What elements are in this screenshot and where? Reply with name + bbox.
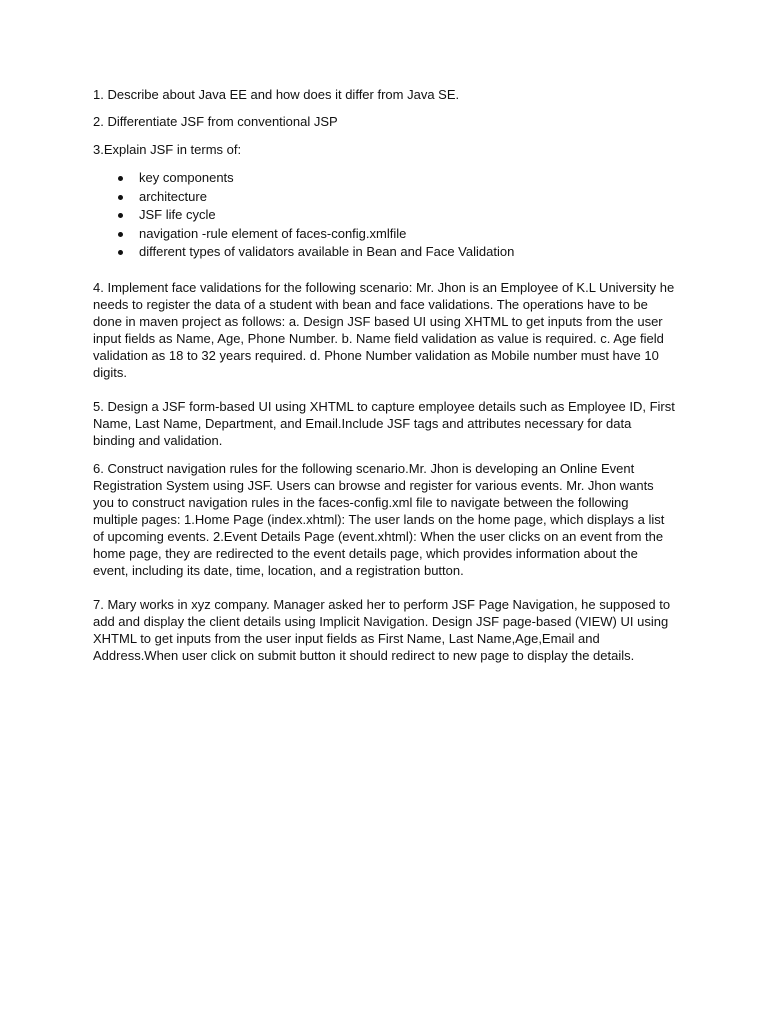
question-6: 6. Construct navigation rules for the following scenario.Mr. Jhon is developing an Online Event Registration System using JSF. Users can browse and register for various events. Mr. Jhon wants you to construct navigation rules in the faces-config.xml file to navigate between the following multiple pages: 1.Home Page (index.xhtml): The user lands on the home page, which displays a list of upcoming events. 2.Event Details Page (event.xhtml): When the user clicks on an event from the home page, they are redirected to the event details page, which provides information about the event, including its date, time, location, and a registration button. <box>93 460 665 578</box>
question-3: 3.Explain JSF in terms of: <box>93 142 242 157</box>
bullet-icon <box>118 232 123 237</box>
question-7: 7. Mary works in xyz company. Manager asked her to perform JSF Page Navigation, he supposed to add and display the client details using Implicit Navigation. Design JSF page-based (VIEW) UI using XHTML to get inputs from the user input fields as First Name, Last Name,Age,Email and Address.When user click on submit button it should redirect to new page to display the details. <box>93 596 671 663</box>
list-item-text: architecture <box>139 188 207 204</box>
list-item-text: navigation -rule element of faces-config.xmlfile <box>139 225 407 241</box>
question-5: 5. Design a JSF form-based UI using XHTML to capture employee details such as Employee ID, First Name, Last Name, Department, and Email.Include JSF tags and attributes necessary for data binding and validation. <box>93 398 675 448</box>
list-item <box>93 225 675 244</box>
question-4: 4. Implement face validations for the following scenario: Mr. Jhon is an Employee of K.L University he needs to register the data of a student with bean and face validations. The operations have to be done in maven project as follows: a. Design JSF based UI using XHTML to get inputs from the user input fields as Name, Age, Phone Number. b. Name field validation as value is required. c. Age field validation as 18 to 32 years required. d. Phone Number validation as Mobile number must have 10 digits. <box>93 279 675 380</box>
question-1: 1. Describe about Java EE and how does it differ from Java SE. <box>93 87 460 102</box>
list-item <box>93 243 675 262</box>
bullet-icon <box>118 250 123 255</box>
question-3-bullet-list <box>93 169 675 262</box>
question-2: 2. Differentiate JSF from conventional JSP <box>93 114 338 129</box>
list-item-text: key components <box>139 170 234 185</box>
list-item-text: JSF life cycle <box>139 207 216 223</box>
bullet-icon <box>118 176 123 181</box>
list-item <box>93 188 675 207</box>
bullet-icon <box>118 195 123 200</box>
document-page <box>93 86 675 664</box>
list-item <box>93 169 675 188</box>
list-item-text: different types of validators available in Bean and Face Validation <box>139 244 515 260</box>
list-item <box>93 206 675 225</box>
bullet-icon <box>118 213 123 218</box>
